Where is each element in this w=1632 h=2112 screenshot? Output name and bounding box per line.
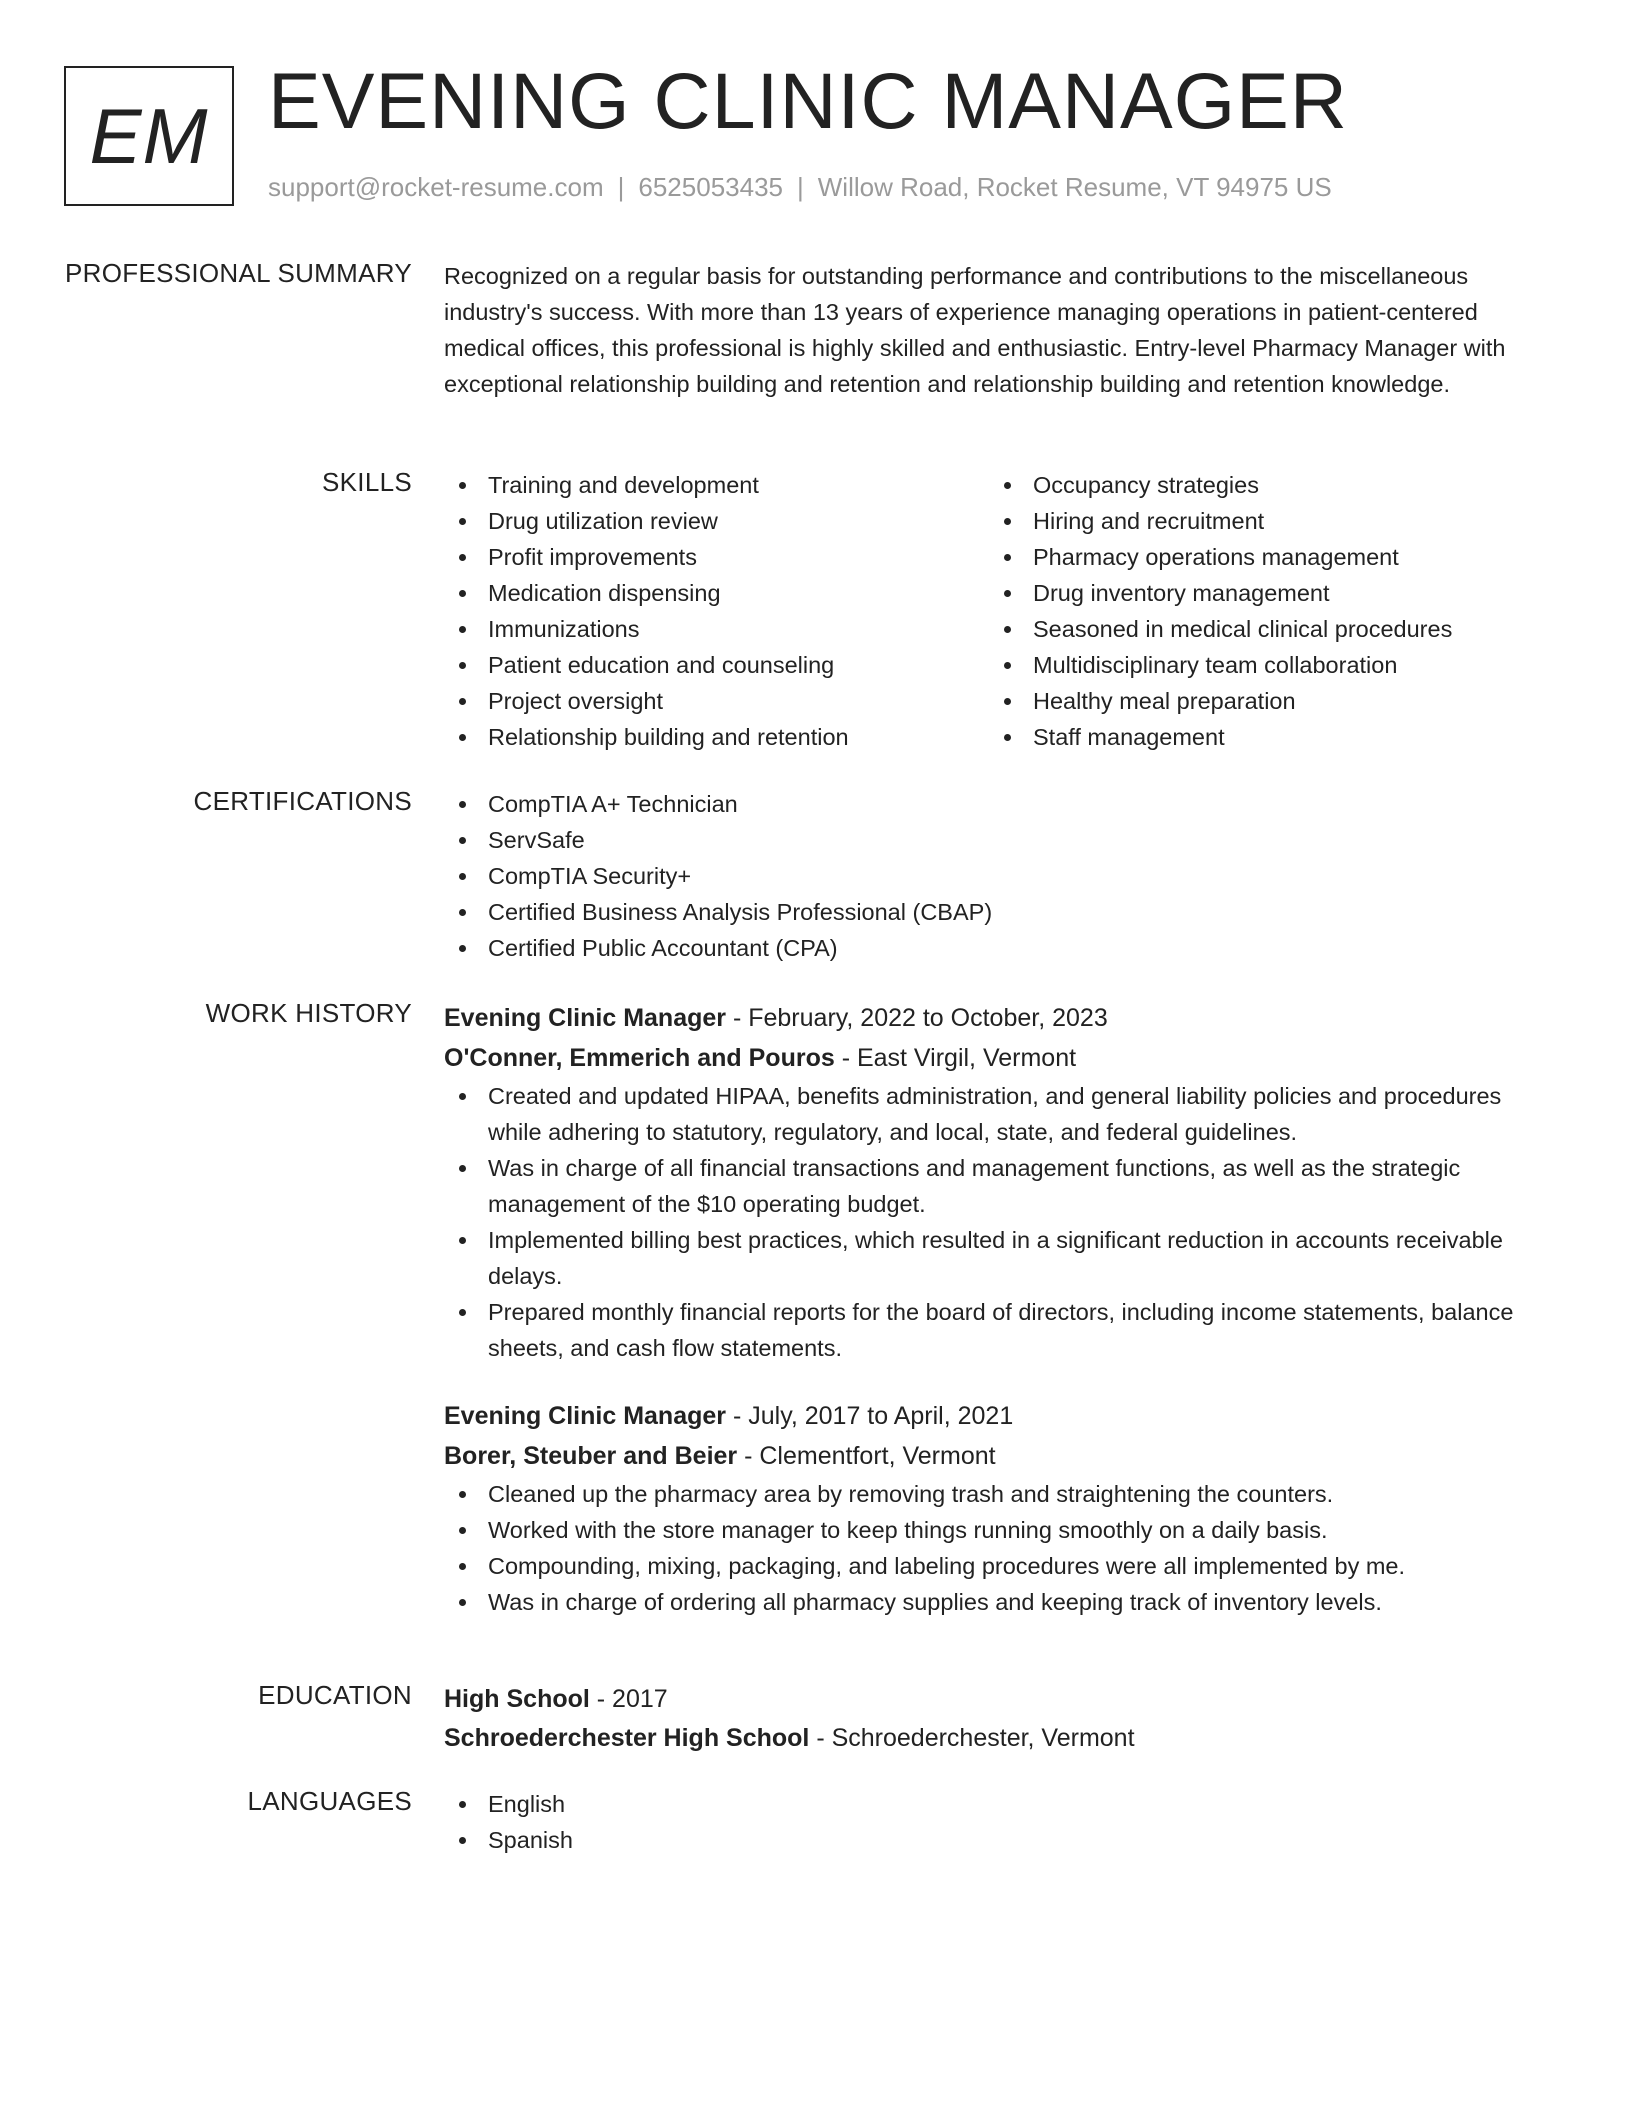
contact-separator: | bbox=[797, 172, 804, 202]
skills-list-right bbox=[989, 467, 1534, 755]
resume-title: EVENING CLINIC MANAGER bbox=[268, 56, 1348, 145]
section-heading-education: EDUCATION bbox=[258, 1680, 412, 1710]
skill-item: Occupancy strategies bbox=[989, 467, 1534, 503]
language-item: English bbox=[444, 1786, 1559, 1822]
skill-item: Pharmacy operations management bbox=[989, 539, 1534, 575]
certification-item: ServSafe bbox=[444, 822, 1559, 858]
education-school: Schroederchester High School bbox=[444, 1724, 810, 1752]
contact-address: Willow Road, Rocket Resume, VT 94975 US bbox=[817, 172, 1332, 202]
education-degree: High School bbox=[444, 1685, 590, 1713]
monogram-badge bbox=[64, 66, 234, 206]
job-company-line bbox=[444, 1436, 1559, 1476]
languages-body bbox=[444, 1786, 1559, 1858]
education-body bbox=[444, 1680, 1559, 1758]
education-location: - Schroederchester, Vermont bbox=[809, 1724, 1135, 1752]
skill-item: Healthy meal preparation bbox=[989, 683, 1534, 719]
section-heading-skills: SKILLS bbox=[322, 467, 412, 497]
job-company-line bbox=[444, 1038, 1559, 1078]
skill-item: Drug inventory management bbox=[989, 575, 1534, 611]
skill-item: Medication dispensing bbox=[444, 575, 989, 611]
skill-item: Relationship building and retention bbox=[444, 719, 989, 755]
job-title: Evening Clinic Manager bbox=[444, 1004, 727, 1032]
job-company: O'Conner, Emmerich and Pouros bbox=[444, 1044, 835, 1072]
summary-body bbox=[444, 258, 1559, 402]
certification-item: Certified Business Analysis Professional (CBAP) bbox=[444, 894, 1559, 930]
job-title-line bbox=[444, 998, 1559, 1038]
job-title: Evening Clinic Manager bbox=[444, 1402, 727, 1430]
education-degree-line bbox=[444, 1680, 1559, 1719]
skill-item: Seasoned in medical clinical procedures bbox=[989, 611, 1534, 647]
certification-item: CompTIA A+ Technician bbox=[444, 786, 1559, 822]
job-bullet: Created and updated HIPAA, benefits administration, and general liability policies and procedures while adhering to statutory, regulatory, and local, state, and federal guidelines. bbox=[444, 1078, 1559, 1150]
job-dates: - July, 2017 to April, 2021 bbox=[726, 1402, 1014, 1430]
section-heading-certifications: CERTIFICATIONS bbox=[193, 786, 412, 816]
certifications-body bbox=[444, 786, 1559, 966]
job-dates: - February, 2022 to October, 2023 bbox=[726, 1004, 1108, 1032]
skill-item: Multidisciplinary team collaboration bbox=[989, 647, 1534, 683]
summary-text: Recognized on a regular basis for outstanding performance and contributions to the miscellaneous industry's success. With more than 13 years of experience managing operations in patient-centered medical offices, this professional is highly skilled and enthusiastic. Entry-level Pharmacy Manager with exceptional relationship building and retention and relationship building and retention knowledge. bbox=[444, 263, 1506, 397]
skill-item: Staff management bbox=[989, 719, 1534, 755]
skill-item: Patient education and counseling bbox=[444, 647, 989, 683]
certification-item: Certified Public Accountant (CPA) bbox=[444, 930, 1559, 966]
skills-list-left bbox=[444, 467, 989, 755]
skills-body bbox=[444, 467, 1559, 755]
language-item: Spanish bbox=[444, 1822, 1559, 1858]
skill-item: Drug utilization review bbox=[444, 503, 989, 539]
job-bullet: Worked with the store manager to keep things running smoothly on a daily basis. bbox=[444, 1512, 1559, 1548]
contact-email: support@rocket-resume.com bbox=[268, 172, 604, 202]
job-bullet: Prepared monthly financial reports for the board of directors, including income statements, balance sheets, and cash flow statements. bbox=[444, 1294, 1559, 1366]
education-year: - 2017 bbox=[589, 1685, 668, 1713]
skill-item: Training and development bbox=[444, 467, 989, 503]
contact-separator: | bbox=[617, 172, 625, 202]
skills-grid bbox=[444, 467, 1559, 755]
skill-item: Hiring and recruitment bbox=[989, 503, 1534, 539]
job-bullet: Implemented billing best practices, which resulted in a significant reduction in accounts receivable delays. bbox=[444, 1222, 1559, 1294]
work-history-body bbox=[444, 998, 1559, 1620]
section-heading-summary: PROFESSIONAL SUMMARY bbox=[65, 258, 412, 288]
contact-line bbox=[268, 172, 1332, 203]
skill-item: Project oversight bbox=[444, 683, 989, 719]
certifications-list bbox=[444, 786, 1559, 966]
job-bullet: Cleaned up the pharmacy area by removing trash and straightening the counters. bbox=[444, 1476, 1559, 1512]
education-school-line bbox=[444, 1719, 1559, 1758]
job-title-line bbox=[444, 1396, 1559, 1436]
monogram-text: EM bbox=[89, 91, 209, 180]
job-location: - East Virgil, Vermont bbox=[834, 1044, 1077, 1072]
job-location: - Clementfort, Vermont bbox=[737, 1442, 996, 1470]
languages-list bbox=[444, 1786, 1559, 1858]
job-bullets bbox=[444, 1476, 1559, 1620]
job-bullet: Compounding, mixing, packaging, and labeling procedures were all implemented by me. bbox=[444, 1548, 1559, 1584]
job-company: Borer, Steuber and Beier bbox=[444, 1442, 738, 1470]
contact-phone: 6525053435 bbox=[638, 172, 783, 202]
skill-item: Profit improvements bbox=[444, 539, 989, 575]
job-bullets bbox=[444, 1078, 1559, 1366]
certification-item: CompTIA Security+ bbox=[444, 858, 1559, 894]
job-entry bbox=[444, 998, 1559, 1366]
job-bullet: Was in charge of all financial transactions and management functions, as well as the strategic management of the $10 operating budget. bbox=[444, 1150, 1559, 1222]
job-entry bbox=[444, 1396, 1559, 1620]
job-bullet: Was in charge of ordering all pharmacy supplies and keeping track of inventory levels. bbox=[444, 1584, 1559, 1620]
skill-item: Immunizations bbox=[444, 611, 989, 647]
section-heading-work-history: WORK HISTORY bbox=[205, 998, 412, 1028]
section-heading-languages: LANGUAGES bbox=[247, 1786, 412, 1816]
